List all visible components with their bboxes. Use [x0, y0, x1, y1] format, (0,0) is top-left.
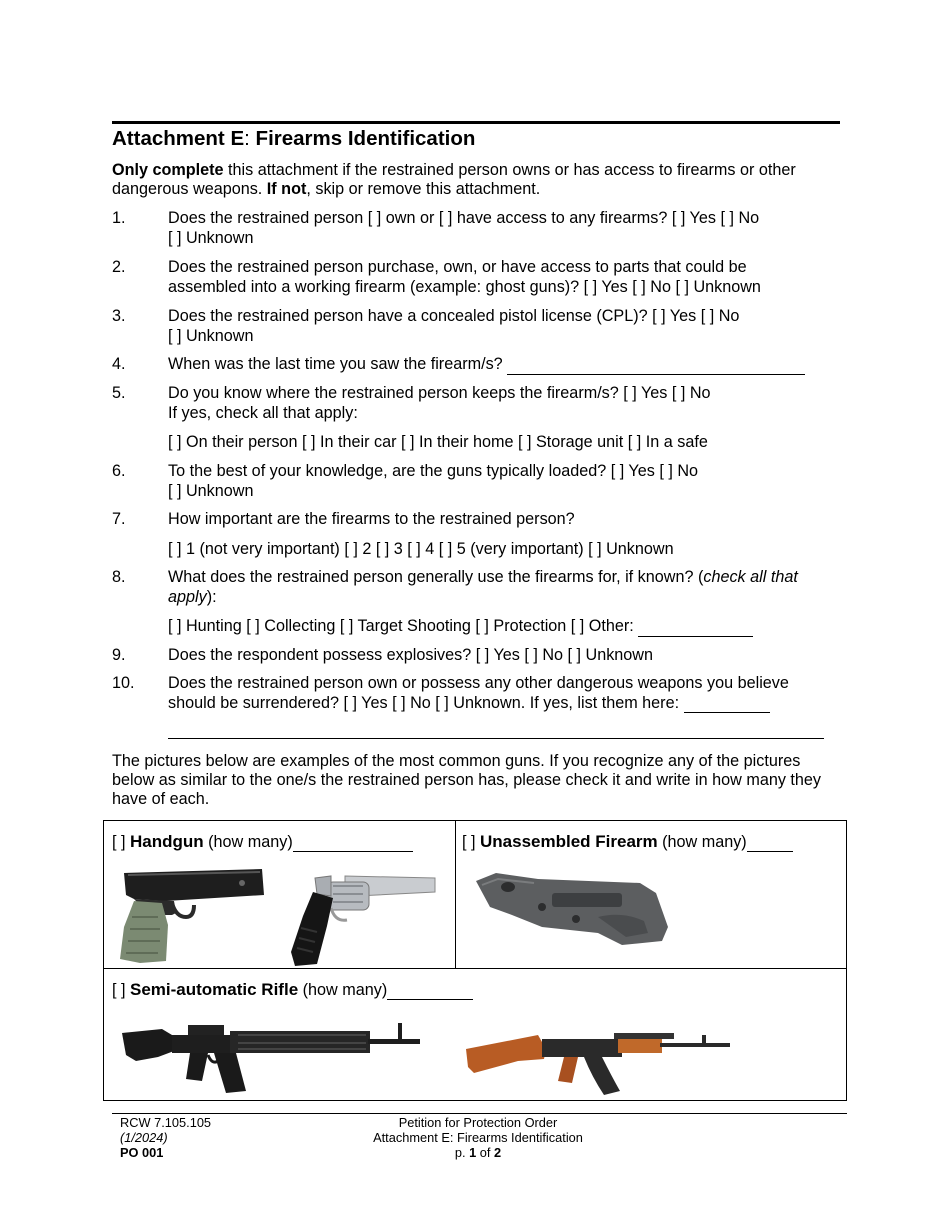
- form-page: Attachment E: Firearms Identification Only complete this attachment if the restrained person owns or has access to firearms or other dangerous weapons. If not, skip or remove this attachment. 1. Does the restrained person [ ] own or [ ] have access to any firearms? [ ] Yes [ ] No [ ] Unknown 2. Does the restrained person purchase, own, or have access to parts that could be assembled into a working firearm (example: ghost guns)? [ ] Yes [ ] No [ ] Unknown 3. Does the restrained person have a concealed pistol license (CPL)? [ ] Yes [ ] No [ ] Unknown 4. When was the last time you saw the firearm/s? 5. Do you know where the restrained person keeps the firearm/s? [ ] Yes [ ] No If yes, check all that apply: [ ] On their person [ ] In their car [ ] In their home [ ] Storage unit [ ] In a safe 6. To the best of your knowledge, are the guns typically loaded? [ ] Yes [ ] No [ ] Unknown 7. How important are the firearms to the restrained person? [ ] 1 (not very important) [ ] 2 [ ] 3 [ ] 4 [ ] 5 (very important) [ ] Unknown 8. What does the restrained person generally use the firearms for, if known? (check all that apply): [ ] Hunting [ ] Collecting [ ] Target Shooting [ ] Protection [ ] Other: 9. Does the respondent possess explosives? [ ] Yes [ ] No [ ] Unknown 10. Does the restrained person own or possess any other dangerous weapons you believe should be surrendered? [ ] Yes [ ] No [ ] Unknown. If yes, list them here: The pictures below are examples of the most common guns. If you recognize any of the pictures below as similar to the one/s the restrained person has, please check it and write in how many they have of each. [ ] Handgun (how many) [ ] Unassembled Firearm (how many) [ ] Semi-automatic Rifle (how many) RCW 7.105.105 (1/2024) PO 001 Petition for Protection Order Attachment E: Firearms Identification p. 1 of 2: [0, 0, 950, 1230]
- ar-rifle-image: [122, 1017, 424, 1097]
- revolver-image: [287, 868, 439, 970]
- unassembled-count-blank[interactable]: [747, 835, 793, 852]
- intro-text: Only complete this attachment if the restrained person owns or has access to firearms or other dangerous weapons. If not, skip or remove this attachment.: [112, 161, 796, 198]
- ak-rifle-image: [464, 1025, 734, 1097]
- pictures-instructions: The pictures below are examples of the most common guns. If you recognize any of the pictures below as similar to the one/s the restrained person has, please check it and write in how many they have of each.: [112, 752, 822, 808]
- rifle-checkbox[interactable]: [ ]: [112, 981, 126, 999]
- unassembled-cell-header: [ ] Unassembled Firearm (how many): [462, 832, 793, 852]
- page-title: Attachment E: Firearms Identification: [112, 127, 476, 150]
- handgun-cell-header: [ ] Handgun (how many): [112, 832, 413, 852]
- last-seen-blank[interactable]: [507, 358, 805, 375]
- other-use-blank[interactable]: [638, 620, 753, 637]
- footer-left: RCW 7.105.105 (1/2024) PO 001: [120, 1115, 212, 1160]
- table-divider: [455, 821, 456, 969]
- other-weapons-line-2[interactable]: [168, 738, 824, 739]
- gun-identification-table: [103, 820, 847, 1101]
- pistol-image: [114, 865, 266, 967]
- table-divider: [104, 968, 846, 969]
- rifle-count-blank[interactable]: [387, 983, 473, 1000]
- rifle-cell-header: [ ] Semi-automatic Rifle (how many): [112, 980, 473, 1000]
- footer-rule: [112, 1113, 847, 1114]
- footer-center: Petition for Protection Order Attachment E: Firearms Identification p. 1 of 2: [300, 1115, 656, 1160]
- other-weapons-blank[interactable]: [684, 696, 770, 713]
- title-rule: [112, 121, 840, 124]
- handgun-checkbox[interactable]: [ ]: [112, 833, 126, 851]
- unassembled-checkbox[interactable]: [ ]: [462, 833, 476, 851]
- handgun-count-blank[interactable]: [293, 835, 413, 852]
- unassembled-receiver-image: [472, 871, 672, 955]
- page-number: p. 1 of 2: [454, 1145, 502, 1160]
